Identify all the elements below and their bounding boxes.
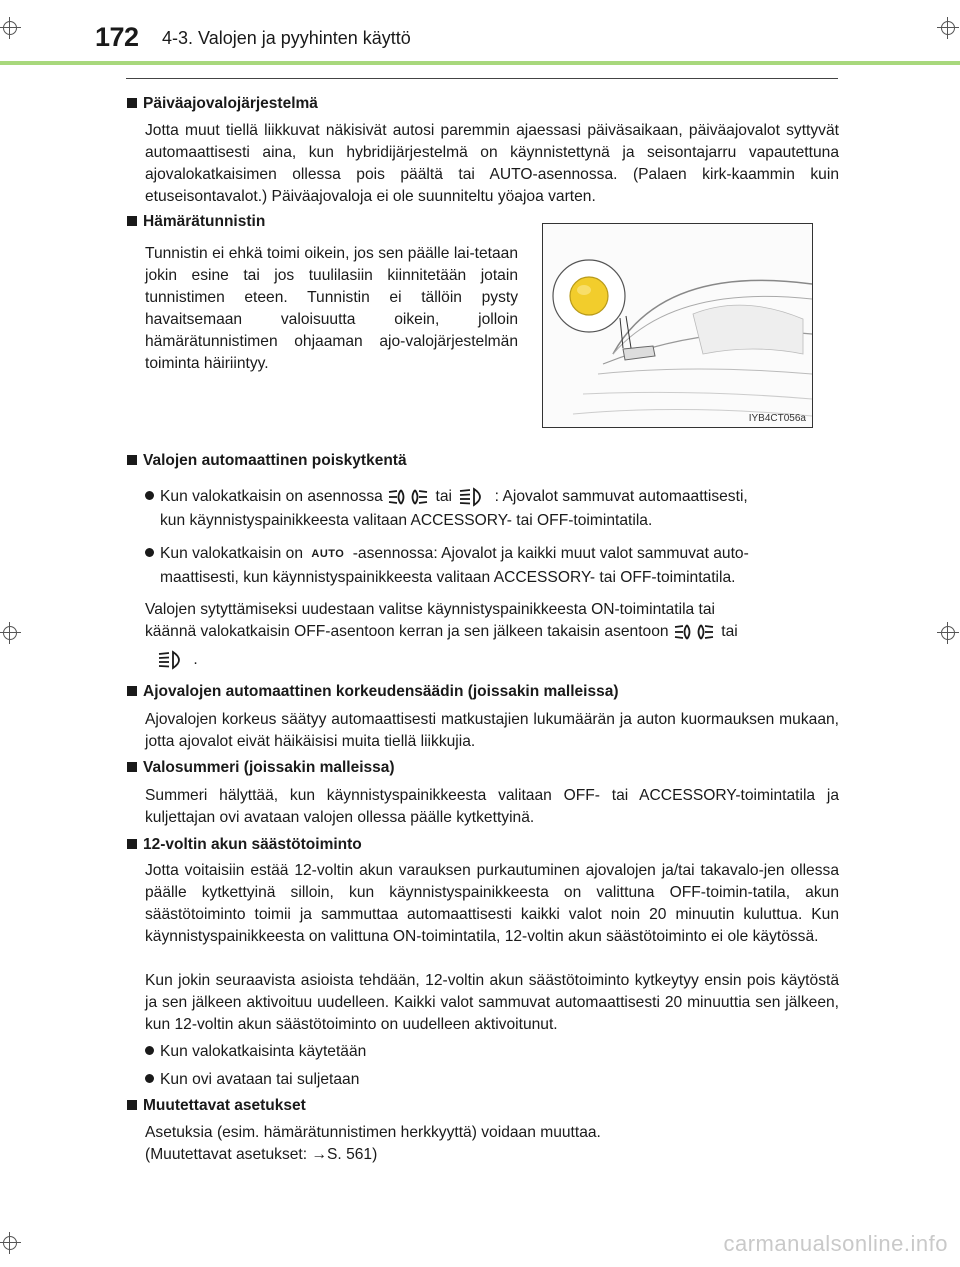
auto-off-bullet-2-cont: maattisesti, kun käynnistyspainikkeesta valitaan ACCESSORY- tai OFF-toimintatila. [160,569,736,586]
sensor-figure [542,223,813,428]
square-bullet-icon [127,762,137,772]
heading-leveling: Ajovalojen automaattinen korkeudensäädin (joissakin malleissa) [127,683,618,701]
square-bullet-icon [127,1100,137,1110]
auto-off-text-1: Valojen sytyttämiseksi uudestaan valitse käynnistyspainikkeesta ON-toimintatila tai [145,601,716,618]
round-bullet-icon [145,1046,154,1055]
windshield-illustration [543,224,812,427]
heading-buzzer: Valosummeri (joissakin malleissa) [127,759,395,777]
leveling-text: Ajovalojen korkeus säätyy automaattisesti matkustajien lukumäärän ja auton kuormauksen mukaan, jotta ajovalot eivät häikäisisi muita tiellä liikkujia. [145,711,839,750]
heading-battery: 12-voltin akun säästötoiminto [127,836,362,854]
heading-auto-off: Valojen automaattinen poiskytkentä [127,452,407,470]
round-bullet-icon [145,548,154,557]
page-number: 172 [95,22,139,52]
square-bullet-icon [127,98,137,108]
auto-off-text-3: . [155,649,198,671]
auto-off-bullet-1-cont: kun käynnistyspainikkeesta valitaan ACCESSORY- tai OFF-toimintatila. [160,512,653,529]
crop-mark-top-right [937,17,959,39]
battery-text-2: Kun jokin seuraavista asioista tehdään, 12-voltin akun säästötoiminto kytkeytyy ensin pois käytöstä ja sen jälkeen aktivoituu uudelleen. Kaikki valot sammuvat automaattisesti 20 minuuttia sen jälkeen, kun 12-voltin akun säästötoiminto on uudelleen aktivoitunut. [145,972,839,1033]
auto-position-label: AUTO [311,548,345,560]
square-bullet-icon [127,839,137,849]
heading-sensor: Hämärätunnistin [127,213,265,231]
round-bullet-icon [145,491,154,500]
crop-mark-mid-right [937,622,959,644]
heading-drl: Päiväajovalojärjestelmä [127,95,318,113]
crop-mark-bottom-left [0,1232,21,1254]
auto-off-bullet-1: Kun valokatkaisin on asennossa tai : Ajovalot sammuvat automaattisesti, [145,486,748,508]
battery-bullet-1: Kun valokatkaisinta käytetään [145,1041,366,1063]
buzzer-text: Summeri hälyttää, kun käynnistyspainikkeesta valitaan OFF- tai ACCESSORY-toimintatila ja kuljettajan ovi avataan valojen ollessa päälle kytkettyinä. [145,787,839,826]
sensor-icon [570,277,608,315]
headlight-icon [456,486,490,508]
custom-text-2[interactable]: (Muutettavat asetukset: →S. 561) [145,1146,378,1163]
content-top-rule [126,78,838,79]
crop-mark-mid-left [0,622,21,644]
battery-bullet-2: Kun ovi avataan tai suljetaan [145,1069,359,1091]
auto-off-bullet-2: Kun valokatkaisin on AUTO -asennossa: Ajovalot ja kaikki muut valot sammuvat auto- [145,543,749,565]
figure-code: IYB4CT056a [748,413,806,424]
battery-text-1: Jotta voitaisiin estää 12-voltin akun varauksen purkautuminen ajovalojen ja/tai takavalo-jen ollessa päälle kytkettyinä silloin, kun käynnistyspainikkeesta on valittuna OFF-toimin-tatila, akun säästötoiminto toimii ja sammuttaa automaattisesti kaikki valot noin 20 minuutin kuluttua. Kun käynnistyspainikkeesta on valittuna ON-toimintatila, 12-voltin akun säästötoiminto ei ole käytössä. [145,862,839,945]
headlight-icon [155,649,189,671]
heading-custom: Muutettavat asetukset [127,1097,306,1115]
header-divider [0,61,960,65]
watermark: carmanualsonline.info [723,1231,948,1256]
square-bullet-icon [127,455,137,465]
round-bullet-icon [145,1074,154,1083]
crop-mark-top-left [0,17,21,39]
section-title: 4-3. Valojen ja pyyhinten käyttö [162,28,411,48]
custom-text-1: Asetuksia (esim. hämärätunnistimen herkkyyttä) voidaan muuttaa. [145,1124,601,1141]
auto-off-text-2: käännä valokatkaisin OFF-asentoon kerran ja sen jälkeen takaisin asentoon tai [145,621,738,643]
headlight-low-beam-icon [673,621,717,643]
headlight-low-beam-icon [387,486,431,508]
sensor-text: Tunnistin ei ehkä toimi oikein, jos sen päälle lai-tetaan jokin esine tai jos tuulilasiin kiinnitetään jotain tunnistimen eteen. Tunnistin ei tällöin pysty havaitsemaan valoisuutta oikein, jolloin hämärätunnistimen ohjaaman ajo-valojärjestelmän toiminta häiriintyy. [145,245,518,372]
drl-text: Jotta muut tiellä liikkuvat näkisivät autosi paremmin ajaessasi päiväsaikaan, päiväajovalot syttyvät automaattisesti aina, kun hybridijärjestelmä on käynnistettynä ja seisontajarru vapautettuna ajovalokatkaisimen ollessa pois päältä tai AUTO-asennossa. (Palaen kirk-kaammin kuin etuseisontavalot.) Päiväajovaloja ei ole suunniteltu yöajoa varten. [145,122,839,205]
square-bullet-icon [127,686,137,696]
square-bullet-icon [127,216,137,226]
